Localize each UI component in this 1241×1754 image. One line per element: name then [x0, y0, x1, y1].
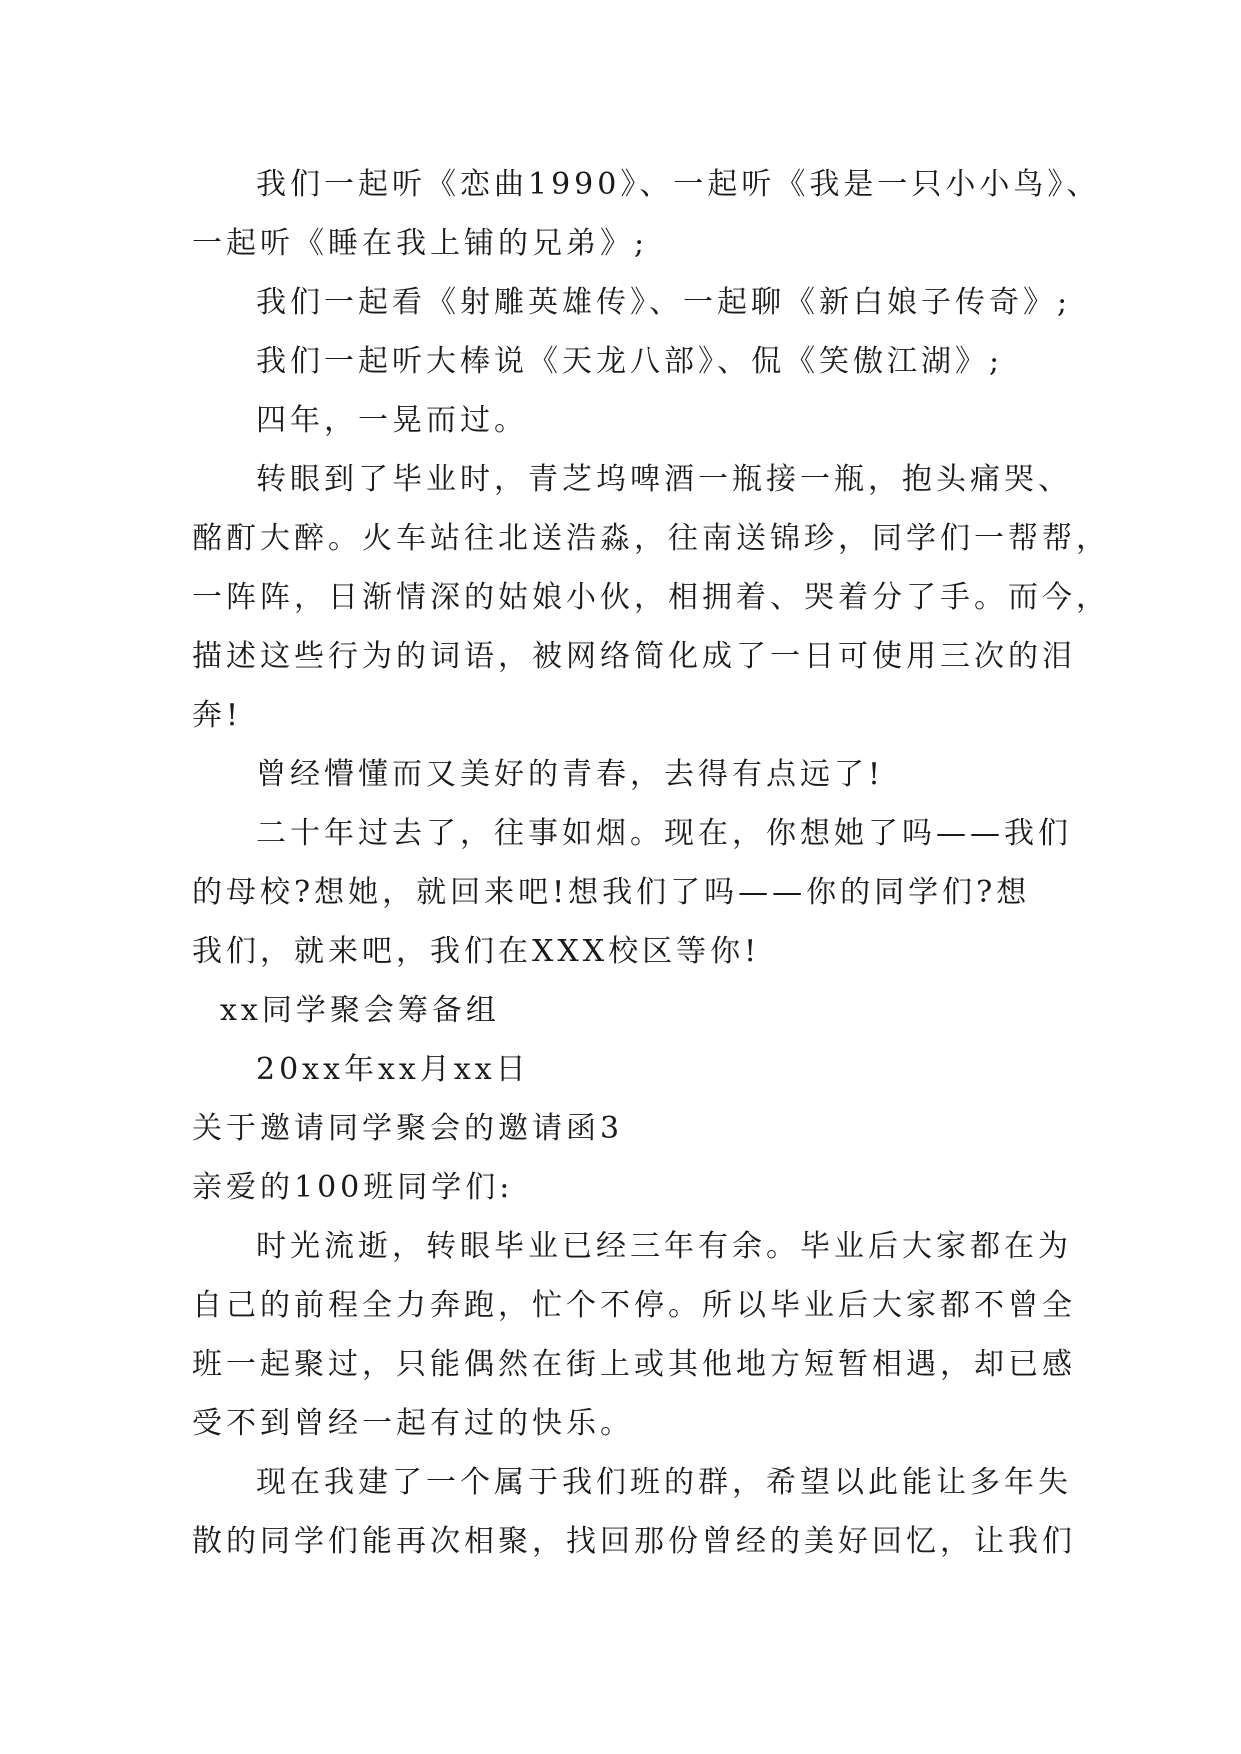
text-line: 班一起聚过，只能偶然在街上或其他地方短暂相遇，却已感 [192, 1347, 1076, 1382]
text-line: 酩酊大醉。火车站往北送浩淼，往南送锦珍，同学们一帮帮， [192, 521, 1110, 556]
text-line: 二十年过去了，往事如烟。现在，你想她了吗——我们 [256, 816, 1072, 851]
signature-line: xx同学聚会筹备组 [220, 993, 500, 1028]
text-line: 一阵阵，日渐情深的姑娘小伙，相拥着、哭着分了手。而今， [192, 580, 1110, 615]
text-line: 现在我建了一个属于我们班的群，希望以此能让多年失 [256, 1465, 1072, 1500]
text-line: 转眼到了毕业时，青芝坞啤酒一瓶接一瓶，抱头痛哭、 [256, 462, 1072, 497]
text-line: 受不到曾经一起有过的快乐。 [192, 1406, 634, 1441]
text-line: 自己的前程全力奔跑，忙个不停。所以毕业后大家都不曾全 [192, 1288, 1076, 1323]
text-line: 时光流逝，转眼毕业已经三年有余。毕业后大家都在为 [256, 1229, 1072, 1264]
section-title: 关于邀请同学聚会的邀请函3 [192, 1111, 624, 1146]
text-line: 我们，就来吧，我们在XXX校区等你! [192, 934, 761, 969]
salutation: 亲爱的100班同学们: [192, 1170, 514, 1205]
text-line: 我们一起看《射雕英雄传》、一起聊《新白娘子传奇》; [256, 285, 1072, 320]
text-line: 我们一起听《恋曲1990》、一起听《我是一只小小鸟》、 [256, 167, 1101, 202]
text-line: 奔! [192, 698, 243, 733]
text-line: 描述这些行为的词语，被网络简化成了一日可使用三次的泪 [192, 639, 1076, 674]
text-line: 散的同学们能再次相聚，找回那份曾经的美好回忆，让我们 [192, 1524, 1076, 1559]
date-line: 20xx年xx月xx日 [256, 1052, 530, 1087]
text-line: 四年，一晃而过。 [256, 403, 528, 438]
text-line: 曾经懵懂而又美好的青春，去得有点远了! [256, 757, 885, 792]
text-line: 一起听《睡在我上铺的兄弟》; [192, 226, 649, 261]
text-line: 的母校?想她，就回来吧!想我们了吗——你的同学们?想 [192, 875, 1031, 910]
text-line: 我们一起听大棒说《天龙八部》、侃《笑傲江湖》; [256, 344, 1004, 379]
